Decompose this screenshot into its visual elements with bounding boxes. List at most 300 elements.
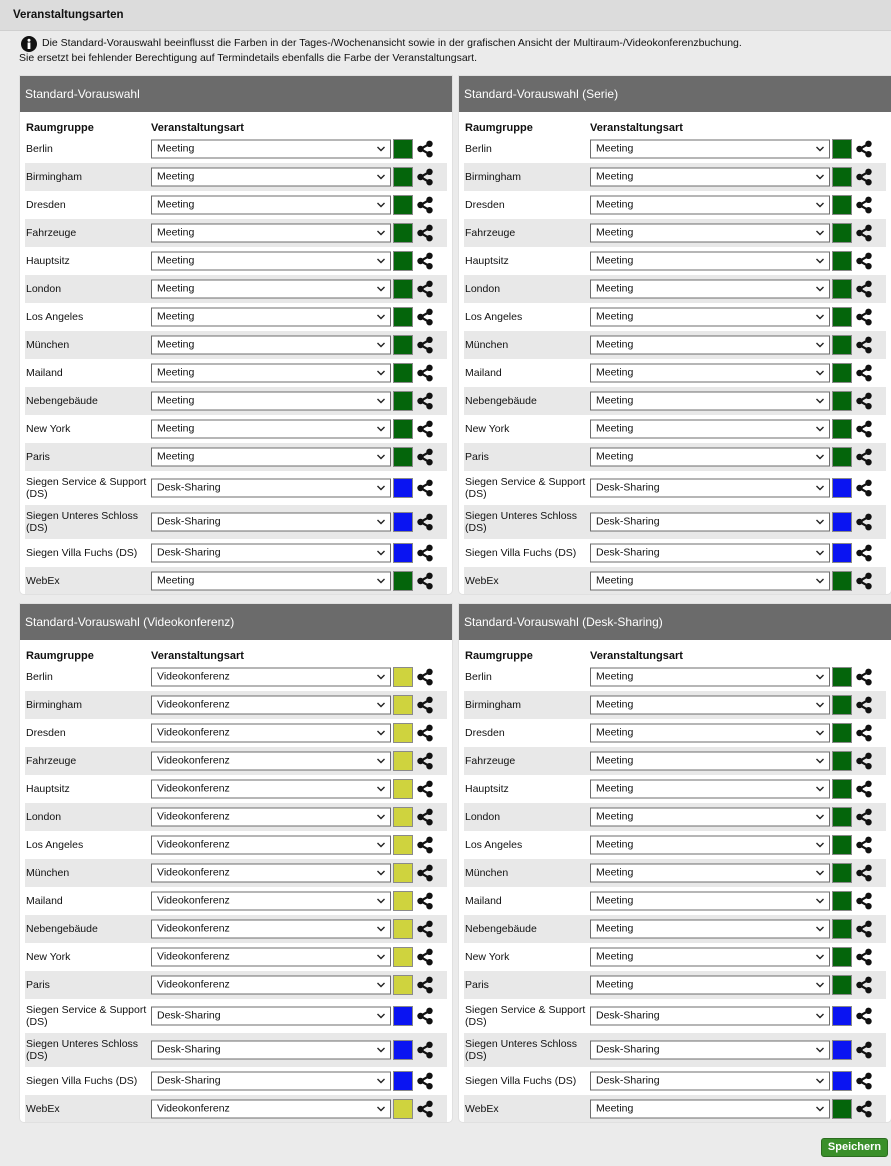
share-icon[interactable] — [416, 976, 434, 994]
chevron-down-icon — [815, 393, 825, 410]
share-icon[interactable] — [416, 196, 434, 214]
share-icon[interactable] — [855, 892, 873, 910]
table-row — [464, 887, 886, 915]
chevron-down-icon — [815, 141, 825, 158]
chevron-down-icon — [815, 309, 825, 326]
event-type-select[interactable] — [590, 544, 830, 563]
panel-videokonferenz — [19, 603, 453, 1123]
event-type-select[interactable] — [590, 280, 830, 299]
chevron-down-icon — [376, 893, 386, 910]
chevron-down-icon — [376, 865, 386, 882]
share-icon[interactable] — [416, 448, 434, 466]
event-type-select[interactable] — [590, 392, 830, 411]
event-type-value: Desk-Sharing — [596, 1043, 660, 1056]
table-row — [464, 719, 886, 747]
event-type-select[interactable] — [590, 479, 830, 498]
event-type-select[interactable] — [151, 252, 391, 271]
room-group-label: London — [26, 283, 62, 295]
room-group-label: Siegen Unteres Schloss (DS) — [465, 1038, 578, 1062]
event-type-value: Meeting — [157, 142, 195, 155]
share-icon[interactable] — [855, 336, 873, 354]
share-icon[interactable] — [416, 724, 434, 742]
event-type-select[interactable] — [151, 544, 391, 563]
chevron-down-icon — [376, 393, 386, 410]
column-header-veranstaltungsart: Veranstaltungsart — [590, 122, 683, 134]
room-group-label: Berlin — [465, 143, 492, 155]
event-type-select[interactable] — [151, 168, 391, 187]
share-icon[interactable] — [855, 696, 873, 714]
event-type-select[interactable] — [590, 420, 830, 439]
event-type-value: Meeting — [596, 782, 634, 795]
table-row — [25, 691, 447, 719]
room-group-label: New York — [465, 423, 510, 435]
color-swatch — [393, 139, 413, 159]
table-row — [25, 567, 447, 595]
table-row — [25, 247, 447, 275]
event-type-value: Videokonferenz — [157, 950, 230, 963]
event-type-value: Desk-Sharing — [157, 481, 221, 494]
room-group-label: Fahrzeuge — [465, 227, 516, 239]
share-icon[interactable] — [416, 668, 434, 686]
table-row — [25, 719, 447, 747]
table-row — [25, 359, 447, 387]
chevron-down-icon — [815, 253, 825, 270]
event-type-select[interactable] — [151, 513, 391, 532]
event-type-value: Meeting — [596, 838, 634, 851]
event-type-value: Meeting — [596, 170, 634, 183]
room-group-label: Nebengebäude — [26, 923, 98, 935]
event-type-select[interactable] — [151, 364, 391, 383]
event-type-value: Desk-Sharing — [157, 546, 221, 559]
table-row — [464, 747, 886, 775]
share-icon[interactable] — [855, 364, 873, 382]
room-group-label: Mailand — [465, 895, 502, 907]
table-row — [25, 831, 447, 859]
event-type-value: Meeting — [596, 670, 634, 683]
color-swatch — [832, 512, 852, 532]
event-type-value: Meeting — [596, 254, 634, 267]
column-header-raumgruppe: Raumgruppe — [26, 650, 94, 662]
event-type-select[interactable] — [151, 420, 391, 439]
event-type-select[interactable] — [590, 696, 830, 715]
room-group-label: Fahrzeuge — [26, 755, 77, 767]
table-row — [464, 505, 886, 539]
chevron-down-icon — [376, 1101, 386, 1118]
color-swatch — [393, 419, 413, 439]
event-type-select[interactable] — [151, 572, 391, 591]
share-icon[interactable] — [855, 864, 873, 882]
share-icon[interactable] — [416, 392, 434, 410]
share-icon[interactable] — [855, 308, 873, 326]
chevron-down-icon — [815, 865, 825, 882]
share-icon[interactable] — [855, 780, 873, 798]
share-icon[interactable] — [855, 196, 873, 214]
event-type-value: Meeting — [157, 198, 195, 211]
room-group-label: Paris — [26, 979, 50, 991]
event-type-select[interactable] — [590, 920, 830, 939]
share-icon[interactable] — [416, 168, 434, 186]
table-row — [464, 663, 886, 691]
chevron-down-icon — [815, 545, 825, 562]
room-group-label: Siegen Villa Fuchs (DS) — [465, 547, 577, 559]
event-type-value: Meeting — [596, 366, 634, 379]
table-row — [464, 539, 886, 567]
chevron-down-icon — [376, 281, 386, 298]
color-swatch — [832, 279, 852, 299]
event-type-select[interactable] — [590, 1072, 830, 1091]
share-icon[interactable] — [416, 224, 434, 242]
share-icon[interactable] — [416, 1072, 434, 1090]
column-header-raumgruppe: Raumgruppe — [26, 122, 94, 134]
share-icon[interactable] — [416, 280, 434, 298]
share-icon[interactable] — [855, 168, 873, 186]
share-icon[interactable] — [855, 752, 873, 770]
event-type-value: Videokonferenz — [157, 922, 230, 935]
share-icon[interactable] — [416, 513, 434, 531]
event-type-select[interactable] — [590, 364, 830, 383]
share-icon[interactable] — [855, 392, 873, 410]
event-type-select[interactable] — [151, 696, 391, 715]
event-type-select[interactable] — [151, 864, 391, 883]
share-icon[interactable] — [416, 752, 434, 770]
color-swatch — [832, 478, 852, 498]
share-icon[interactable] — [855, 140, 873, 158]
panel-serie — [458, 75, 891, 595]
table-row — [25, 331, 447, 359]
event-type-select[interactable] — [590, 1100, 830, 1119]
share-icon[interactable] — [416, 920, 434, 938]
share-icon[interactable] — [416, 308, 434, 326]
color-swatch — [393, 167, 413, 187]
table-row — [464, 163, 886, 191]
color-swatch — [393, 307, 413, 327]
share-icon[interactable] — [855, 448, 873, 466]
chevron-down-icon — [376, 837, 386, 854]
column-headers — [25, 649, 447, 663]
chevron-down-icon — [815, 1042, 825, 1059]
column-header-veranstaltungsart: Veranstaltungsart — [151, 650, 244, 662]
event-type-select[interactable] — [151, 224, 391, 243]
save-button[interactable]: Speichern — [821, 1138, 888, 1157]
event-type-value: Meeting — [157, 170, 195, 183]
event-type-select[interactable] — [590, 336, 830, 355]
event-type-select[interactable] — [151, 1007, 391, 1026]
event-type-select[interactable] — [590, 1007, 830, 1026]
share-icon[interactable] — [416, 140, 434, 158]
event-type-value: Meeting — [157, 282, 195, 295]
event-type-select[interactable] — [590, 224, 830, 243]
event-type-select[interactable] — [590, 140, 830, 159]
color-swatch — [832, 391, 852, 411]
table-row — [25, 275, 447, 303]
table-row — [464, 775, 886, 803]
event-type-select[interactable] — [151, 1041, 391, 1060]
event-type-select[interactable] — [151, 948, 391, 967]
table-row — [464, 275, 886, 303]
event-type-select[interactable] — [590, 864, 830, 883]
share-icon[interactable] — [416, 572, 434, 590]
share-icon[interactable] — [416, 1007, 434, 1025]
chevron-down-icon — [815, 514, 825, 531]
color-swatch — [832, 891, 852, 911]
color-swatch — [393, 512, 413, 532]
event-type-value: Videokonferenz — [157, 810, 230, 823]
table-row — [25, 915, 447, 943]
share-icon[interactable] — [416, 696, 434, 714]
event-type-select[interactable] — [151, 892, 391, 911]
chevron-down-icon — [815, 573, 825, 590]
chevron-down-icon — [376, 753, 386, 770]
color-swatch — [832, 807, 852, 827]
event-type-select[interactable] — [590, 196, 830, 215]
color-swatch — [832, 251, 852, 271]
share-icon[interactable] — [855, 1007, 873, 1025]
share-icon[interactable] — [416, 1041, 434, 1059]
room-group-label: London — [465, 283, 501, 295]
chevron-down-icon — [376, 253, 386, 270]
event-type-value: Desk-Sharing — [596, 1074, 660, 1087]
share-icon[interactable] — [416, 808, 434, 826]
table-row — [25, 387, 447, 415]
chevron-down-icon — [815, 337, 825, 354]
share-icon[interactable] — [416, 1100, 434, 1118]
color-swatch — [832, 167, 852, 187]
event-type-select[interactable] — [151, 479, 391, 498]
event-type-select[interactable] — [590, 836, 830, 855]
room-group-label: Dresden — [465, 199, 505, 211]
share-icon[interactable] — [416, 780, 434, 798]
share-icon[interactable] — [416, 864, 434, 882]
color-swatch — [832, 947, 852, 967]
room-group-label: New York — [26, 423, 71, 435]
chevron-down-icon — [815, 1008, 825, 1025]
share-icon[interactable] — [855, 808, 873, 826]
event-type-select[interactable] — [590, 752, 830, 771]
event-type-select[interactable] — [590, 252, 830, 271]
event-type-select[interactable] — [151, 780, 391, 799]
share-icon[interactable] — [855, 280, 873, 298]
event-type-value: Meeting — [157, 422, 195, 435]
share-icon[interactable] — [855, 420, 873, 438]
event-type-value: Meeting — [157, 366, 195, 379]
share-icon[interactable] — [855, 1072, 873, 1090]
room-group-label: Siegen Villa Fuchs (DS) — [26, 547, 138, 559]
event-type-select[interactable] — [590, 448, 830, 467]
color-swatch — [832, 1040, 852, 1060]
chevron-down-icon — [815, 949, 825, 966]
chevron-down-icon — [815, 837, 825, 854]
room-group-label: Siegen Service & Support (DS) — [26, 476, 147, 500]
event-type-select[interactable] — [151, 140, 391, 159]
event-type-select[interactable] — [590, 724, 830, 743]
event-type-value: Videokonferenz — [157, 754, 230, 767]
share-icon[interactable] — [416, 420, 434, 438]
panel-body — [459, 112, 891, 595]
event-type-select[interactable] — [590, 976, 830, 995]
share-icon[interactable] — [855, 920, 873, 938]
share-icon[interactable] — [416, 836, 434, 854]
color-swatch — [832, 919, 852, 939]
event-type-select[interactable] — [151, 308, 391, 327]
share-icon[interactable] — [855, 948, 873, 966]
event-type-select[interactable] — [151, 808, 391, 827]
room-group-label: Siegen Unteres Schloss (DS) — [26, 510, 139, 534]
panel-body — [20, 112, 452, 595]
event-type-select[interactable] — [151, 752, 391, 771]
event-type-select[interactable] — [151, 976, 391, 995]
color-swatch — [393, 779, 413, 799]
table-row — [25, 803, 447, 831]
chevron-down-icon — [376, 309, 386, 326]
share-icon[interactable] — [855, 668, 873, 686]
room-group-label: Nebengebäude — [26, 395, 98, 407]
panel-title: Standard-Vorauswahl (Videokonferenz) — [20, 604, 452, 640]
chevron-down-icon — [815, 781, 825, 798]
color-swatch — [832, 447, 852, 467]
color-swatch — [832, 975, 852, 995]
event-type-select[interactable] — [151, 448, 391, 467]
color-swatch — [393, 807, 413, 827]
chevron-down-icon — [815, 753, 825, 770]
room-group-label: WebEx — [465, 1103, 499, 1115]
info-text-1: Die Standard-Vorauswahl beeinflusst die Farben in der Tages-/Wochenansicht sowie in der grafischen Ansicht der Multiraum-/Videokonferenzbuchung. — [42, 37, 742, 49]
event-type-select[interactable] — [151, 836, 391, 855]
share-icon[interactable] — [855, 479, 873, 497]
chevron-down-icon — [376, 977, 386, 994]
chevron-down-icon — [376, 781, 386, 798]
share-icon[interactable] — [855, 1100, 873, 1118]
event-type-select[interactable] — [590, 308, 830, 327]
panel-title: Standard-Vorauswahl (Desk-Sharing) — [459, 604, 891, 640]
event-type-select[interactable] — [151, 392, 391, 411]
table-row — [25, 887, 447, 915]
share-icon[interactable] — [855, 544, 873, 562]
color-swatch — [832, 723, 852, 743]
share-icon[interactable] — [855, 836, 873, 854]
chevron-down-icon — [376, 697, 386, 714]
event-type-value: Videokonferenz — [157, 866, 230, 879]
event-type-select[interactable] — [590, 513, 830, 532]
table-row — [25, 415, 447, 443]
share-icon[interactable] — [416, 364, 434, 382]
share-icon[interactable] — [855, 724, 873, 742]
chevron-down-icon — [815, 197, 825, 214]
event-type-select[interactable] — [590, 668, 830, 687]
event-type-value: Meeting — [596, 422, 634, 435]
event-type-select[interactable] — [590, 892, 830, 911]
chevron-down-icon — [376, 725, 386, 742]
color-swatch — [832, 779, 852, 799]
event-type-select[interactable] — [151, 336, 391, 355]
panel-standard — [19, 75, 453, 595]
room-group-label: Hauptsitz — [465, 783, 509, 795]
color-swatch — [393, 919, 413, 939]
table-row — [25, 219, 447, 247]
chevron-down-icon — [815, 480, 825, 497]
color-swatch — [832, 543, 852, 563]
room-group-label: Fahrzeuge — [26, 227, 77, 239]
chevron-down-icon — [376, 669, 386, 686]
event-type-select[interactable] — [590, 168, 830, 187]
event-type-select[interactable] — [151, 280, 391, 299]
share-icon[interactable] — [855, 252, 873, 270]
room-group-label: Dresden — [26, 727, 66, 739]
share-icon[interactable] — [416, 479, 434, 497]
color-swatch — [393, 695, 413, 715]
chevron-down-icon — [815, 365, 825, 382]
event-type-select[interactable] — [590, 1041, 830, 1060]
event-type-select[interactable] — [151, 668, 391, 687]
room-group-label: Dresden — [26, 199, 66, 211]
color-swatch — [832, 667, 852, 687]
room-group-label: Fahrzeuge — [465, 755, 516, 767]
color-swatch — [393, 1071, 413, 1091]
event-type-select[interactable] — [590, 808, 830, 827]
column-header-raumgruppe: Raumgruppe — [465, 650, 533, 662]
share-icon[interactable] — [416, 948, 434, 966]
event-type-value: Meeting — [157, 394, 195, 407]
table-row — [25, 663, 447, 691]
event-type-value: Videokonferenz — [157, 978, 230, 991]
table-row — [464, 567, 886, 595]
event-type-value: Videokonferenz — [157, 782, 230, 795]
color-swatch — [832, 1006, 852, 1026]
event-type-value: Videokonferenz — [157, 698, 230, 711]
share-icon[interactable] — [855, 513, 873, 531]
table-row — [464, 219, 886, 247]
share-icon[interactable] — [855, 976, 873, 994]
share-icon[interactable] — [416, 892, 434, 910]
column-header-raumgruppe: Raumgruppe — [465, 122, 533, 134]
event-type-select[interactable] — [151, 196, 391, 215]
room-group-label: München — [26, 339, 70, 351]
event-type-select[interactable] — [151, 1072, 391, 1091]
room-group-label: Los Angeles — [465, 311, 523, 323]
event-type-value: Meeting — [596, 450, 634, 463]
share-icon[interactable] — [855, 572, 873, 590]
panel-title: Standard-Vorauswahl (Serie) — [459, 76, 891, 112]
share-icon[interactable] — [416, 252, 434, 270]
table-row — [25, 505, 447, 539]
event-type-value: Meeting — [157, 338, 195, 351]
color-swatch — [832, 335, 852, 355]
share-icon[interactable] — [855, 1041, 873, 1059]
event-type-select[interactable] — [151, 724, 391, 743]
event-type-select[interactable] — [151, 1100, 391, 1119]
table-row — [25, 443, 447, 471]
room-group-label: Siegen Unteres Schloss (DS) — [26, 1038, 139, 1062]
event-type-value: Meeting — [596, 922, 634, 935]
event-type-select[interactable] — [151, 920, 391, 939]
share-icon[interactable] — [416, 336, 434, 354]
color-swatch — [393, 723, 413, 743]
event-type-select[interactable] — [590, 572, 830, 591]
event-type-select[interactable] — [590, 780, 830, 799]
event-type-value: Desk-Sharing — [596, 515, 660, 528]
room-group-label: New York — [465, 951, 510, 963]
column-header-veranstaltungsart: Veranstaltungsart — [590, 650, 683, 662]
room-group-label: Nebengebäude — [465, 395, 537, 407]
share-icon[interactable] — [855, 224, 873, 242]
info-text-2: Sie ersetzt bei fehlender Berechtigung auf Termindetails ebenfalls die Farbe der Veranstaltungsart. — [19, 52, 477, 64]
share-icon[interactable] — [416, 544, 434, 562]
event-type-select[interactable] — [590, 948, 830, 967]
room-group-label: London — [465, 811, 501, 823]
panel-body — [459, 640, 891, 1123]
room-group-label: WebEx — [26, 575, 60, 587]
chevron-down-icon — [376, 545, 386, 562]
table-row — [25, 1095, 447, 1123]
